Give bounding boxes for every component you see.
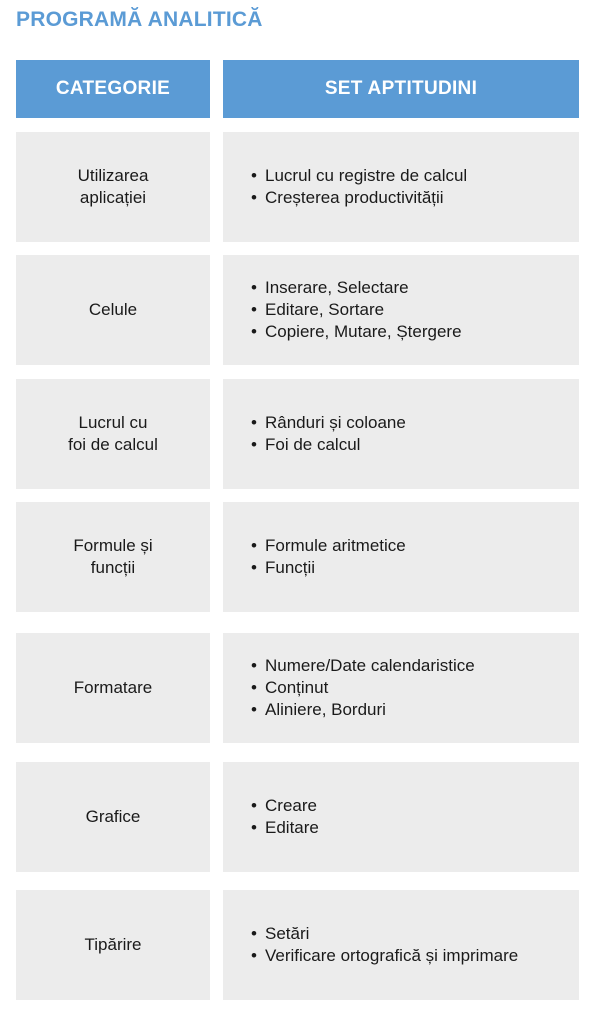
row-skills-cell bbox=[223, 132, 579, 242]
skill-item: • Formule aritmetice bbox=[251, 535, 406, 557]
category-label: Utilizarea aplicației bbox=[77, 166, 149, 207]
skills-list bbox=[251, 923, 518, 967]
skills-list bbox=[251, 795, 319, 839]
skills-list bbox=[251, 535, 406, 579]
skill-item: • Editare, Sortare bbox=[251, 299, 462, 321]
row-category-cell bbox=[16, 633, 210, 743]
page-title: PROGRAMĂ ANALITICĂ bbox=[16, 8, 263, 31]
header-category: CATEGORIE bbox=[16, 60, 210, 118]
row-skills-cell bbox=[223, 890, 579, 1000]
skill-item: • Inserare, Selectare bbox=[251, 277, 462, 299]
row-skills-cell bbox=[223, 255, 579, 365]
skill-item: • Rânduri și coloane bbox=[251, 412, 406, 434]
skill-item: • Editare bbox=[251, 817, 319, 839]
skill-item: • Creșterea productivității bbox=[251, 187, 467, 209]
category-label: Formatare bbox=[73, 678, 153, 697]
row-category-cell bbox=[16, 502, 210, 612]
skill-item: • Creare bbox=[251, 795, 319, 817]
skill-item: • Aliniere, Borduri bbox=[251, 699, 475, 721]
skills-list bbox=[251, 165, 467, 209]
row-skills-cell bbox=[223, 379, 579, 489]
row-skills-cell bbox=[223, 633, 579, 743]
skill-item: • Numere/Date calendaristice bbox=[251, 655, 475, 677]
skill-item: • Lucrul cu registre de calcul bbox=[251, 165, 467, 187]
skill-item: • Verificare ortografică și imprimare bbox=[251, 945, 518, 967]
skill-item: • Conținut bbox=[251, 677, 475, 699]
skill-item: • Funcții bbox=[251, 557, 406, 579]
row-category-cell bbox=[16, 890, 210, 1000]
row-category-cell bbox=[16, 762, 210, 872]
header-skills: SET APTITUDINI bbox=[223, 60, 579, 118]
category-label: Lucrul cu foi de calcul bbox=[68, 413, 158, 454]
category-label: Grafice bbox=[85, 807, 141, 826]
skills-list bbox=[251, 655, 475, 721]
row-skills-cell bbox=[223, 502, 579, 612]
skill-item: • Copiere, Mutare, Ștergere bbox=[251, 321, 462, 343]
skills-list bbox=[251, 412, 406, 456]
row-category-cell bbox=[16, 379, 210, 489]
category-label: Formule și funcții bbox=[73, 536, 153, 577]
skills-list bbox=[251, 277, 462, 343]
skill-item: • Setări bbox=[251, 923, 518, 945]
category-label: Tipărire bbox=[84, 935, 142, 954]
row-category-cell bbox=[16, 255, 210, 365]
row-category-cell bbox=[16, 132, 210, 242]
skill-item: • Foi de calcul bbox=[251, 434, 406, 456]
category-label: Celule bbox=[88, 300, 138, 319]
row-skills-cell bbox=[223, 762, 579, 872]
